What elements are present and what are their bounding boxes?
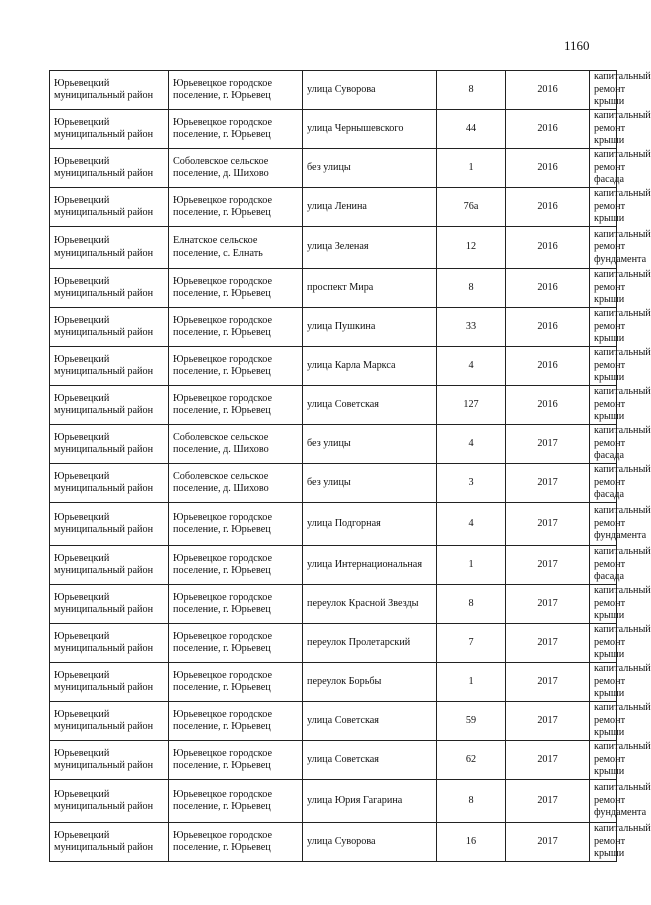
house-number-cell [437,269,506,308]
street-cell [303,188,437,227]
work-type-cell-text: капитальный ремонт крыши [594,347,651,384]
district-cell [50,585,169,624]
district-cell-text: Юрьевецкий муниципальный район [54,511,154,535]
street-cell [303,585,437,624]
year-cell [506,308,590,347]
work-type-cell-text: капитальный ремонт фундамента [594,228,651,265]
year-cell-text: 2016 [537,241,558,253]
table-row [50,741,617,780]
settlement-cell-text: Соболевское сельское поселение, д. Шихово [173,155,269,179]
year-cell [506,546,590,585]
district-cell [50,110,169,149]
table-row [50,425,617,464]
work-type-cell [590,386,651,425]
settlement-cell-text: Соболевское сельское поселение, д. Шихово [173,431,269,455]
work-type-cell-text: капитальный ремонт крыши [594,663,651,700]
street-cell-text: без улицы [307,476,351,488]
work-type-cell [590,347,651,386]
settlement-cell [169,624,303,663]
house-number-cell [437,702,506,741]
table-row [50,269,617,308]
year-cell-text: 2017 [537,794,558,806]
house-number-cell [437,347,506,386]
work-type-cell-text: капитальный ремонт крыши [594,71,651,108]
settlement-cell [169,823,303,862]
year-cell-text: 2017 [537,835,558,847]
district-cell [50,702,169,741]
year-cell [506,780,590,823]
table-row [50,188,617,227]
table-row [50,227,617,269]
district-cell [50,227,169,269]
settlement-cell [169,702,303,741]
house-number-cell-text: 1 [468,161,474,173]
work-type-cell [590,425,651,464]
settlement-cell [169,741,303,780]
house-number-cell-text: 3 [468,476,474,488]
street-cell [303,823,437,862]
house-number-cell [437,425,506,464]
street-cell-text: проспект Мира [307,281,374,293]
table-row [50,546,617,585]
district-cell [50,823,169,862]
settlement-cell [169,663,303,702]
year-cell-text: 2017 [537,675,558,687]
settlement-cell [169,503,303,546]
district-cell [50,624,169,663]
year-cell [506,110,590,149]
year-cell [506,585,590,624]
work-type-cell [590,464,651,503]
district-cell [50,71,169,110]
house-number-cell-text: 1 [468,558,474,570]
house-number-cell-text: 4 [468,437,474,449]
year-cell-text: 2017 [537,636,558,648]
settlement-cell-text: Елнатское сельское поселение, с. Елнать [173,235,263,259]
work-type-cell-text: капитальный ремонт крыши [594,386,651,423]
district-cell [50,425,169,464]
work-type-cell [590,503,651,546]
work-type-cell [590,149,651,188]
house-number-cell-text: 4 [468,517,474,529]
settlement-cell-text: Юрьевецкое городское поселение, г. Юрьевец [173,194,272,218]
street-cell [303,702,437,741]
street-cell-text: улица Суворова [307,835,376,847]
house-number-cell-text: 33 [465,320,477,332]
street-cell [303,425,437,464]
year-cell [506,823,590,862]
street-cell [303,71,437,110]
table-row [50,386,617,425]
table-row [50,110,617,149]
district-cell [50,269,169,308]
street-cell-text: улица Суворова [307,83,376,95]
house-number-cell [437,386,506,425]
street-cell [303,741,437,780]
settlement-cell [169,308,303,347]
street-cell-text: улица Пушкина [307,320,376,332]
year-cell-text: 2016 [537,398,558,410]
street-cell-text: улица Ленина [307,200,367,212]
house-number-cell-text: 8 [468,794,474,806]
settlement-cell [169,425,303,464]
work-type-cell-text: капитальный ремонт фасада [594,425,651,462]
year-cell-text: 2017 [537,517,558,529]
district-cell-text: Юрьевецкий муниципальный район [54,353,154,377]
street-cell [303,546,437,585]
district-cell-text: Юрьевецкий муниципальный район [54,470,154,494]
settlement-cell-text: Юрьевецкое городское поселение, г. Юрьевец [173,788,272,812]
district-cell-text: Юрьевецкий муниципальный район [54,591,154,615]
work-type-cell-text: капитальный ремонт крыши [594,624,651,661]
work-type-cell [590,308,651,347]
table-row [50,780,617,823]
district-cell-text: Юрьевецкий муниципальный район [54,116,154,140]
settlement-cell-text: Юрьевецкое городское поселение, г. Юрьевец [173,630,272,654]
work-type-cell-text: капитальный ремонт фундамента [594,505,651,542]
year-cell [506,464,590,503]
work-type-cell-text: капитальный ремонт фасада [594,149,651,186]
repair-registry-table [49,70,651,862]
year-cell-text: 2016 [537,281,558,293]
work-type-cell-text: капитальный ремонт крыши [594,823,651,860]
year-cell-text: 2017 [537,437,558,449]
street-cell [303,624,437,663]
work-type-cell-text: капитальный ремонт крыши [594,702,651,739]
district-cell-text: Юрьевецкий муниципальный район [54,708,154,732]
year-cell [506,347,590,386]
table-row [50,624,617,663]
house-number-cell-text: 44 [465,122,477,134]
settlement-cell [169,780,303,823]
house-number-cell [437,464,506,503]
work-type-cell [590,269,651,308]
work-type-cell-text: капитальный ремонт фасада [594,464,651,501]
year-cell-text: 2017 [537,753,558,765]
house-number-cell [437,663,506,702]
house-number-cell [437,227,506,269]
house-number-cell-text: 8 [468,281,474,293]
table-row [50,823,617,862]
year-cell [506,425,590,464]
street-cell [303,780,437,823]
work-type-cell-text: капитальный ремонт крыши [594,110,651,147]
settlement-cell-text: Юрьевецкое городское поселение, г. Юрьевец [173,829,272,853]
settlement-cell-text: Юрьевецкое городское поселение, г. Юрьевец [173,392,272,416]
settlement-cell-text: Юрьевецкое городское поселение, г. Юрьевец [173,275,272,299]
work-type-cell [590,624,651,663]
street-cell [303,386,437,425]
street-cell-text: улица Советская [307,398,379,410]
work-type-cell [590,702,651,741]
year-cell [506,663,590,702]
year-cell-text: 2017 [537,476,558,488]
district-cell [50,546,169,585]
house-number-cell [437,780,506,823]
settlement-cell [169,347,303,386]
street-cell [303,269,437,308]
settlement-cell-text: Юрьевецкое городское поселение, г. Юрьевец [173,116,272,140]
settlement-cell [169,464,303,503]
district-cell-text: Юрьевецкий муниципальный район [54,275,154,299]
work-type-cell-text: капитальный ремонт крыши [594,308,651,345]
settlement-cell-text: Юрьевецкое городское поселение, г. Юрьевец [173,552,272,576]
year-cell [506,188,590,227]
work-type-cell [590,741,651,780]
work-type-cell-text: капитальный ремонт крыши [594,741,651,778]
table-row [50,702,617,741]
settlement-cell-text: Юрьевецкое городское поселение, г. Юрьевец [173,747,272,771]
district-cell-text: Юрьевецкий муниципальный район [54,155,154,179]
house-number-cell-text: 8 [468,83,474,95]
settlement-cell-text: Юрьевецкое городское поселение, г. Юрьевец [173,708,272,732]
house-number-cell-text: 62 [465,753,477,765]
street-cell-text: переулок Пролетарский [307,636,411,648]
district-cell [50,741,169,780]
district-cell [50,347,169,386]
house-number-cell-text: 8 [468,597,474,609]
settlement-cell-text: Юрьевецкое городское поселение, г. Юрьевец [173,511,272,535]
page-number: 1160 [564,38,590,53]
street-cell-text: переулок Красной Звезды [307,597,419,609]
year-cell-text: 2016 [537,161,558,173]
settlement-cell [169,188,303,227]
table-row [50,663,617,702]
street-cell [303,149,437,188]
street-cell [303,308,437,347]
work-type-cell [590,663,651,702]
street-cell-text: переулок Борьбы [307,675,382,687]
district-cell [50,149,169,188]
house-number-cell [437,823,506,862]
house-number-cell [437,503,506,546]
table-row [50,71,617,110]
district-cell-text: Юрьевецкий муниципальный район [54,235,154,259]
work-type-cell [590,188,651,227]
year-cell [506,702,590,741]
work-type-cell [590,780,651,823]
settlement-cell-text: Юрьевецкое городское поселение, г. Юрьевец [173,314,272,338]
work-type-cell-text: капитальный ремонт крыши [594,269,651,306]
district-cell-text: Юрьевецкий муниципальный район [54,392,154,416]
year-cell [506,149,590,188]
settlement-cell-text: Юрьевецкое городское поселение, г. Юрьевец [173,591,272,615]
district-cell-text: Юрьевецкий муниципальный район [54,314,154,338]
settlement-cell [169,149,303,188]
district-cell-text: Юрьевецкий муниципальный район [54,669,154,693]
house-number-cell-text: 127 [463,398,479,410]
year-cell-text: 2016 [537,320,558,332]
settlement-cell [169,71,303,110]
year-cell-text: 2016 [537,83,558,95]
house-number-cell-text: 59 [465,714,477,726]
street-cell-text: без улицы [307,161,351,173]
house-number-cell-text: 7 [468,636,474,648]
work-type-cell [590,71,651,110]
district-cell [50,780,169,823]
settlement-cell-text: Юрьевецкое городское поселение, г. Юрьевец [173,353,272,377]
year-cell-text: 2017 [537,714,558,726]
district-cell-text: Юрьевецкий муниципальный район [54,431,154,455]
street-cell-text: улица Советская [307,753,379,765]
street-cell [303,464,437,503]
street-cell [303,227,437,269]
table-body [50,71,651,862]
year-cell-text: 2016 [537,200,558,212]
district-cell [50,188,169,227]
house-number-cell [437,624,506,663]
settlement-cell [169,110,303,149]
district-cell-text: Юрьевецкий муниципальный район [54,630,154,654]
year-cell [506,71,590,110]
year-cell [506,503,590,546]
street-cell [303,663,437,702]
settlement-cell [169,546,303,585]
street-cell-text: улица Интернациональная [307,558,423,570]
year-cell [506,227,590,269]
year-cell [506,386,590,425]
settlement-cell-text: Соболевское сельское поселение, д. Шихово [173,470,269,494]
street-cell-text: улица Зеленая [307,241,369,253]
year-cell [506,269,590,308]
work-type-cell [590,110,651,149]
street-cell-text: улица Карла Маркса [307,359,396,371]
house-number-cell-text: 76а [463,200,479,212]
work-type-cell [590,227,651,269]
house-number-cell [437,188,506,227]
district-cell-text: Юрьевецкий муниципальный район [54,194,154,218]
work-type-cell-text: капитальный ремонт крыши [594,585,651,622]
house-number-cell [437,546,506,585]
street-cell-text: улица Советская [307,714,379,726]
house-number-cell-text: 4 [468,359,474,371]
street-cell-text: улица Юрия Гагарина [307,794,403,806]
district-cell [50,663,169,702]
district-cell [50,464,169,503]
street-cell-text: без улицы [307,437,351,449]
year-cell-text: 2017 [537,558,558,570]
year-cell-text: 2017 [537,597,558,609]
table-row [50,149,617,188]
work-type-cell-text: капитальный ремонт фундамента [594,782,651,819]
house-number-cell-text: 16 [465,835,477,847]
street-cell [303,110,437,149]
work-type-cell [590,585,651,624]
district-cell-text: Юрьевецкий муниципальный район [54,788,154,812]
table-row [50,585,617,624]
table-row [50,464,617,503]
street-cell-text: улица Чернышевского [307,122,404,134]
house-number-cell-text: 12 [465,241,477,253]
settlement-cell-text: Юрьевецкое городское поселение, г. Юрьевец [173,77,272,101]
house-number-cell [437,585,506,624]
table-row [50,308,617,347]
house-number-cell-text: 1 [468,675,474,687]
table-row [50,503,617,546]
settlement-cell [169,269,303,308]
house-number-cell [437,71,506,110]
house-number-cell [437,308,506,347]
district-cell [50,503,169,546]
work-type-cell-text: капитальный ремонт крыши [594,188,651,225]
work-type-cell-text: капитальный ремонт фасада [594,546,651,583]
work-type-cell [590,546,651,585]
year-cell-text: 2016 [537,122,558,134]
district-cell-text: Юрьевецкий муниципальный район [54,77,154,101]
house-number-cell [437,149,506,188]
settlement-cell [169,386,303,425]
year-cell-text: 2016 [537,359,558,371]
district-cell [50,308,169,347]
year-cell [506,741,590,780]
settlement-cell-text: Юрьевецкое городское поселение, г. Юрьевец [173,669,272,693]
street-cell-text: улица Подгорная [307,517,381,529]
table-row [50,347,617,386]
street-cell [303,347,437,386]
work-type-cell [590,823,651,862]
year-cell [506,624,590,663]
district-cell-text: Юрьевецкий муниципальный район [54,829,154,853]
district-cell [50,386,169,425]
district-cell-text: Юрьевецкий муниципальный район [54,552,154,576]
house-number-cell [437,741,506,780]
settlement-cell [169,585,303,624]
street-cell [303,503,437,546]
district-cell-text: Юрьевецкий муниципальный район [54,747,154,771]
house-number-cell [437,110,506,149]
settlement-cell [169,227,303,269]
